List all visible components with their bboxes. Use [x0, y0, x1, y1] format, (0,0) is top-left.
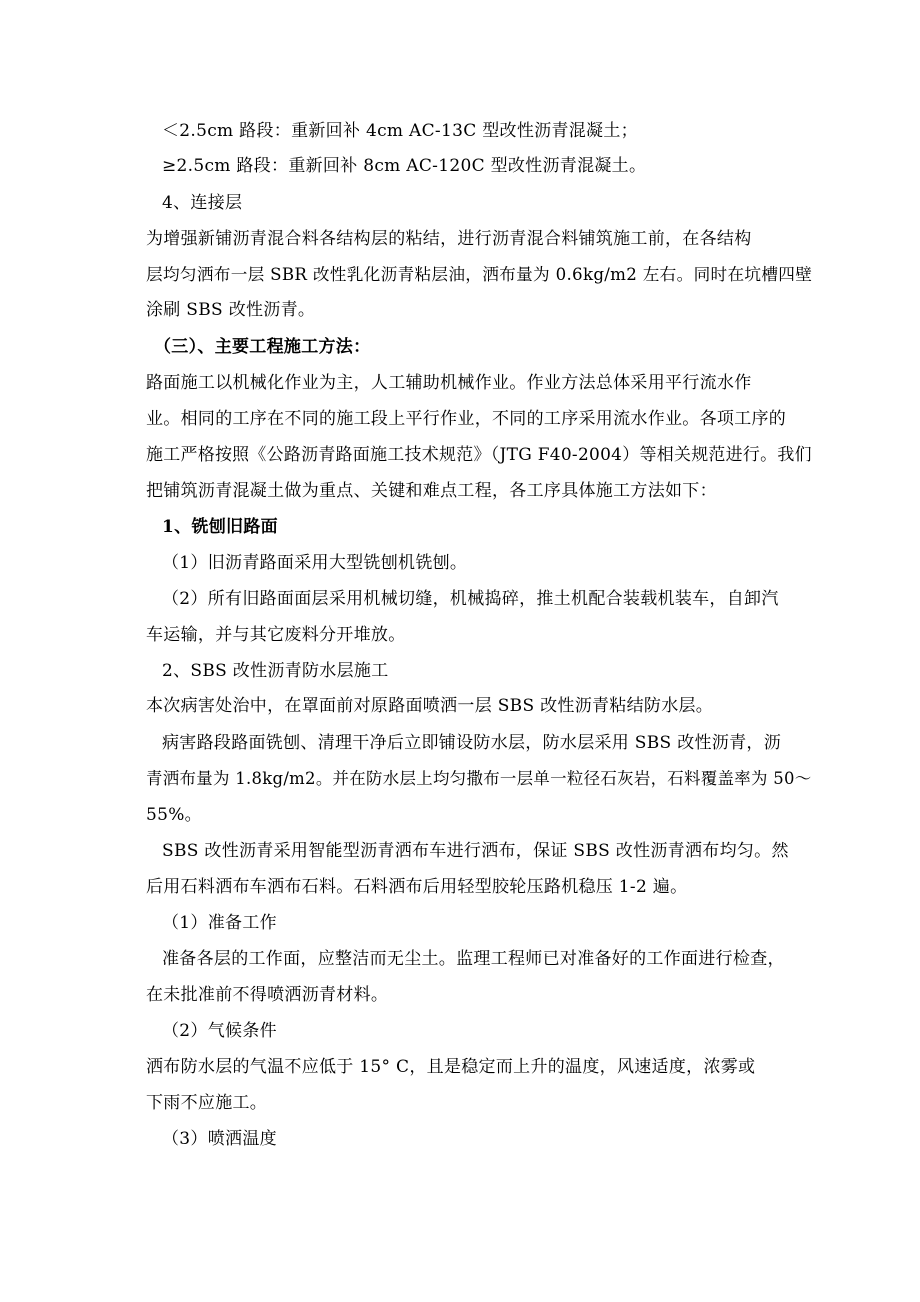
text-line: （1）旧沥青路面采用大型铣刨机铣刨。 — [162, 553, 468, 573]
text-line: SBS 改性沥青采用智能型沥青洒布车进行洒布，保证 SBS 改性沥青洒布均匀。然 — [162, 841, 789, 861]
text-line: 业。相同的工序在不同的施工段上平行作业，不同的工序采用流水作业。各项工序的 — [146, 409, 787, 429]
text-line: 把铺筑沥青混凝土做为重点、关键和难点工程，各工序具体施工方法如下： — [146, 481, 717, 501]
text-line: 青洒布量为 1.8kg/m2。并在防水层上均匀撒布一层单一粒径石灰岩，石料覆盖率为 50～ — [146, 769, 812, 788]
section-heading: 2、SBS 改性沥青防水层施工 — [162, 661, 389, 681]
subsection-heading: （2）气候条件 — [162, 1021, 277, 1041]
subsection-heading: （3）喷洒温度 — [162, 1129, 277, 1149]
text-line: 本次病害处治中，在罩面前对原路面喷洒一层 SBS 改性沥青粘结防水层。 — [146, 696, 714, 716]
section-heading: （三）、主要工程施工方法： — [154, 337, 371, 357]
subsection-heading: （1）准备工作 — [162, 913, 277, 933]
text-line: 后用石料洒布车洒布石料。石料洒布后用轻型胶轮压路机稳压 1-2 遍。 — [146, 877, 688, 897]
text-line: 在未批准前不得喷洒沥青材料。 — [146, 985, 389, 1005]
text-line: 病害路段路面铣刨、清理干净后立即铺设防水层，防水层采用 SBS 改性沥青，沥 — [162, 733, 781, 753]
section-heading: 1、铣刨旧路面 — [162, 517, 278, 537]
text-line: 施工严格按照《公路沥青路面施工技术规范》（JTG F40-2004）等相关规范进行。我们 — [146, 444, 812, 464]
text-line: 涂刷 SBS 改性沥青。 — [146, 300, 316, 320]
text-line: 55%。 — [146, 805, 202, 825]
text-line: 准备各层的工作面，应整洁而无尘土。监理工程师已对准备好的工作面进行检查， — [162, 949, 785, 969]
text-line: 车运输，并与其它废料分开堆放。 — [146, 625, 406, 645]
text-line: （2）所有旧路面面层采用机械切缝，机械捣碎，推土机配合装载机装车，自卸汽 — [162, 589, 779, 609]
text-line: 路面施工以机械化作业为主，人工辅助机械作业。作业方法总体采用平行流水作 — [146, 373, 752, 393]
text-line: 洒布防水层的气温不应低于 15° C，且是稳定而上升的温度，风速适度，浓雾或 — [146, 1057, 756, 1077]
text-line: ≥2.5cm 路段：重新回补 8cm AC-120C 型改性沥青混凝土。 — [162, 156, 647, 176]
section-heading: 4、连接层 — [162, 193, 243, 213]
text-line: 下雨不应施工。 — [146, 1093, 268, 1113]
text-line: 为增强新铺沥青混合料各结构层的粘结，进行沥青混合料铺筑施工前，在各结构 — [146, 229, 752, 249]
text-line: ＜2.5cm 路段：重新回补 4cm AC-13C 型改性沥青混凝土； — [162, 121, 638, 141]
text-line: 层均匀洒布一层 SBR 改性乳化沥青粘层油，洒布量为 0.6kg/m2 左右。同时在坑槽四壁 — [146, 265, 813, 284]
